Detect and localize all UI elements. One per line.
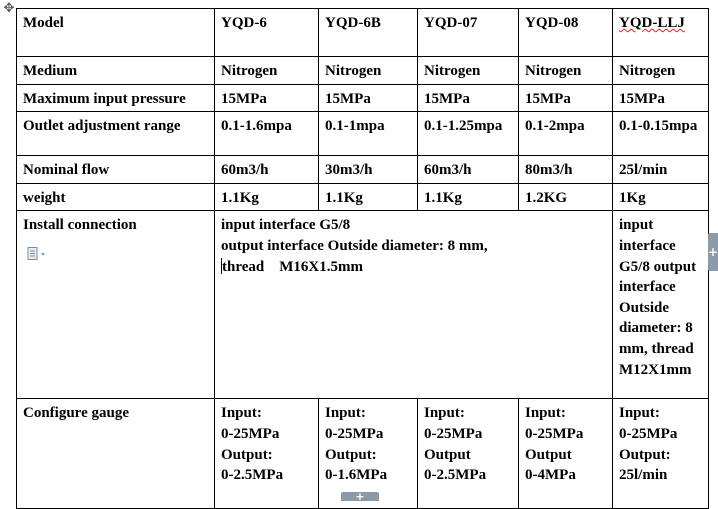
spec-table	[16, 8, 709, 509]
cell-weight-2[interactable]: 1.1Kg	[319, 183, 418, 211]
cell-model-yqd08[interactable]: YQD-08	[519, 9, 613, 57]
gauge-output-range: 25l/min	[619, 467, 668, 484]
gauge-input-label: Input:	[619, 405, 660, 422]
paste-options-icon[interactable]	[27, 247, 49, 261]
gauge-input-range: 0-25MPa	[424, 425, 483, 442]
cell-weight-1[interactable]: 1.1Kg	[215, 183, 319, 211]
gauge-input-label: Input:	[424, 405, 465, 422]
gauge-input-label: Input:	[221, 405, 262, 422]
cell-outlet-2[interactable]: 0.1-1mpa	[319, 112, 418, 156]
cell-flow-2[interactable]: 30m3/h	[319, 156, 418, 184]
cell-install-llj[interactable]: input interface G5/8 output interface Outside diameter: 8 mm, thread M12X1mm	[613, 211, 709, 399]
gauge-output-label: Output	[525, 446, 572, 463]
cell-pressure-2[interactable]: 15MPa	[319, 84, 418, 112]
gauge-input-range: 0-25MPa	[221, 425, 280, 442]
cell-medium-1[interactable]: Nitrogen	[215, 57, 319, 85]
table-row-medium	[17, 57, 709, 85]
table-row-outlet-range	[17, 112, 709, 156]
cell-gauge-5[interactable]	[613, 399, 709, 509]
cell-medium-4[interactable]: Nitrogen	[519, 57, 613, 85]
install-line-thread: thread M16X1.5mm	[222, 258, 363, 275]
install-line-input: input interface G5/8	[221, 217, 351, 234]
gauge-input-label: Input:	[525, 405, 566, 422]
add-column-button[interactable]: +	[708, 233, 718, 271]
gauge-output-range: 0-2.5MPa	[424, 467, 487, 484]
cell-medium-3[interactable]: Nitrogen	[418, 57, 519, 85]
cell-install-label[interactable]	[17, 211, 215, 399]
cell-gauge-label[interactable]: Configure gauge	[17, 399, 215, 509]
cell-outlet-label[interactable]: Outlet adjustment range	[17, 112, 215, 156]
gauge-output-range: 0-4MPa	[525, 467, 576, 484]
spellcheck-flagged-text: YQD-LLJ	[619, 15, 685, 31]
cell-model-yqd07[interactable]: YQD-07	[418, 9, 519, 57]
gauge-output-label: Output	[424, 446, 471, 463]
cell-flow-3[interactable]: 60m3/h	[418, 156, 519, 184]
cell-pressure-5[interactable]: 15MPa	[613, 84, 709, 112]
gauge-input-range: 0-25MPa	[325, 425, 384, 442]
cell-weight-5[interactable]: 1Kg	[613, 183, 709, 211]
cell-gauge-1[interactable]	[215, 399, 319, 509]
table-row-weight	[17, 183, 709, 211]
gauge-output-range: 0-1.6MPa	[325, 467, 388, 484]
cell-pressure-1[interactable]: 15MPa	[215, 84, 319, 112]
cell-medium-label[interactable]: Medium	[17, 57, 215, 85]
table-row-model	[17, 9, 709, 57]
gauge-input-range: 0-25MPa	[525, 425, 584, 442]
gauge-output-label: Output:	[619, 446, 671, 463]
gauge-output-label: Output:	[325, 446, 377, 463]
cell-model-label[interactable]: Model	[17, 9, 215, 57]
gauge-input-label: Input:	[325, 405, 366, 422]
table-row-install-connection	[17, 211, 709, 399]
table-row-nominal-flow	[17, 156, 709, 184]
cell-flow-4[interactable]: 80m3/h	[519, 156, 613, 184]
table-row-max-input-pressure	[17, 84, 709, 112]
cell-outlet-1[interactable]: 0.1-1.6mpa	[215, 112, 319, 156]
cell-model-yqd6b[interactable]: YQD-6B	[319, 9, 418, 57]
cell-medium-5[interactable]: Nitrogen	[613, 57, 709, 85]
cell-pressure-4[interactable]: 15MPa	[519, 84, 613, 112]
cell-weight-4[interactable]: 1.2KG	[519, 183, 613, 211]
cell-outlet-3[interactable]: 0.1-1.25mpa	[418, 112, 519, 156]
cell-pressure-label[interactable]: Maximum input pressure	[17, 84, 215, 112]
cell-gauge-4[interactable]	[519, 399, 613, 509]
install-label-text: Install connection	[23, 217, 137, 234]
cell-model-yqdllj[interactable]	[613, 9, 709, 57]
cell-flow-label[interactable]: Nominal flow	[17, 156, 215, 184]
gauge-output-label: Output:	[221, 446, 273, 463]
table-move-handle-icon[interactable]: ✥	[3, 0, 15, 15]
cell-outlet-5[interactable]: 0.1-0.15mpa	[613, 112, 709, 156]
gauge-input-range: 0-25MPa	[619, 425, 678, 442]
cell-weight-3[interactable]: 1.1Kg	[418, 183, 519, 211]
cell-flow-1[interactable]: 60m3/h	[215, 156, 319, 184]
gauge-output-range: 0-2.5MPa	[221, 467, 284, 484]
cell-medium-2[interactable]: Nitrogen	[319, 57, 418, 85]
cell-model-yqd6[interactable]: YQD-6	[215, 9, 319, 57]
install-line-output: output interface Outside diameter: 8 mm,	[221, 237, 488, 254]
cell-flow-5[interactable]: 25l/min	[613, 156, 709, 184]
cell-install-shared[interactable]	[215, 211, 613, 399]
add-row-button[interactable]: +	[341, 492, 379, 501]
cell-pressure-3[interactable]: 15MPa	[418, 84, 519, 112]
cell-outlet-4[interactable]: 0.1-2mpa	[519, 112, 613, 156]
cell-gauge-3[interactable]	[418, 399, 519, 509]
cell-weight-label[interactable]: weight	[17, 183, 215, 211]
